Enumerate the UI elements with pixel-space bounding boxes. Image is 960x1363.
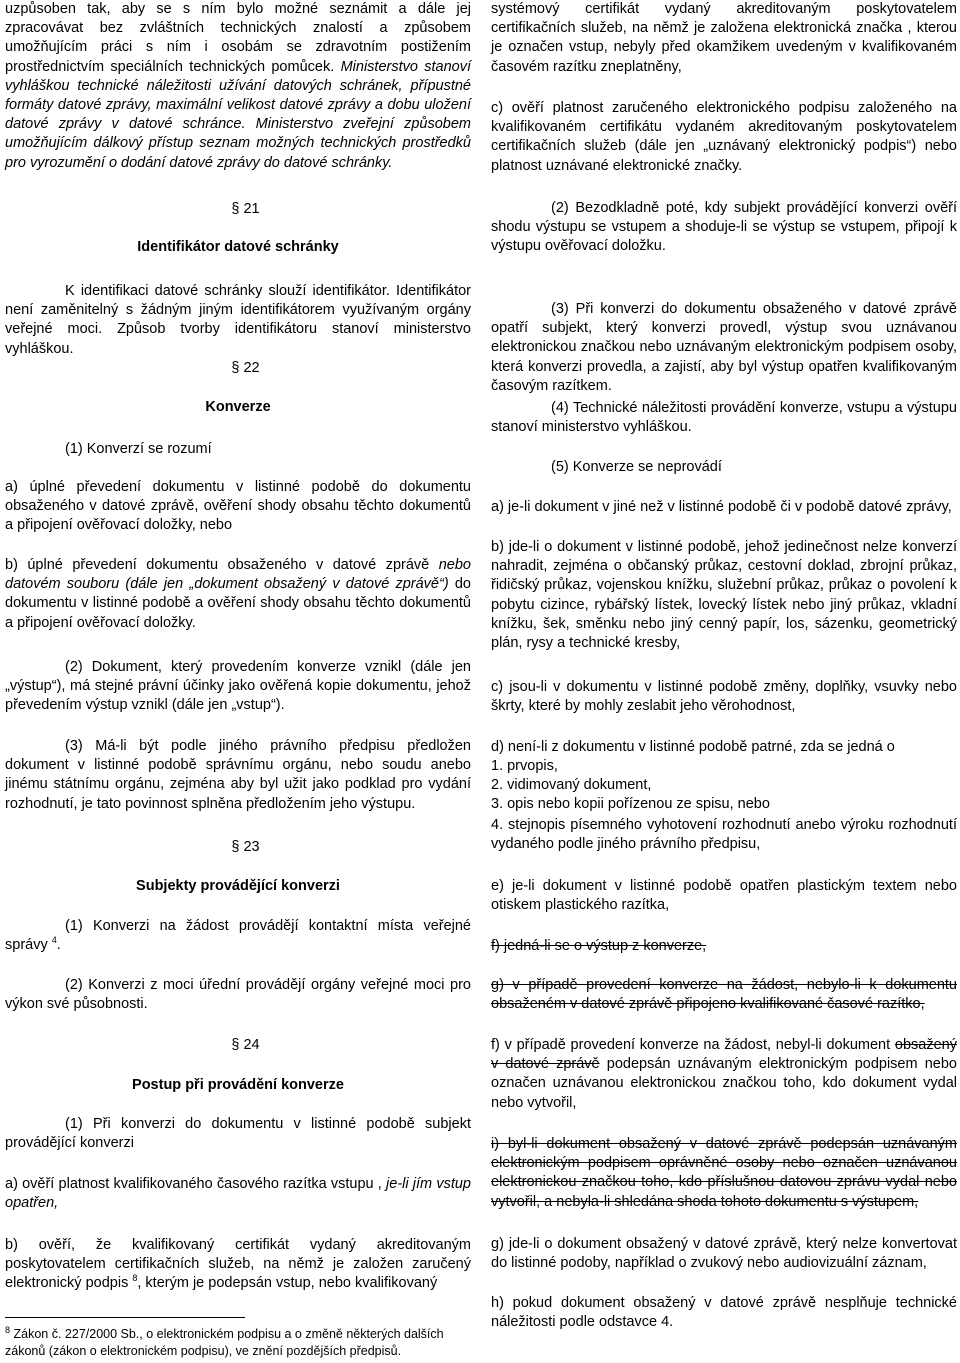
item-b-text: b) úplné převedení dokumentu obsaženého v datové zprávě — [5, 557, 430, 573]
paragraph-2: (2) Bezodkladně poté, kdy subjekt provádějící konverzi ověří shodu výstupu se vstupem a shoduje-li se výstup se vstupem, připojí k výstupu ověřovací doložku. — [491, 200, 957, 255]
section-21-text: K identifikaci datové schránky slouží identifikátor. Identifikátor není zaměnitelný s žádným jiným identifikátorem využívaným orgány veřejné moci. Způsob tvorby identifikátoru stanoví ministerstvo vyhláškou. — [5, 283, 471, 357]
exception-d-4: 4. stejnopis písemného vyhotovení rozhodnutí anebo výroku rozhodnutí vydaného podle jiného právního předpisu, — [491, 817, 957, 853]
exception-d-1: 1. prvopis, — [491, 758, 558, 774]
section-23-p1-text: (1) Konverzi na žádost provádějí kontaktní místa veřejné správy — [5, 918, 471, 954]
footnote-text: Zákon č. 227/2000 Sb., o elektronickém podpisu a o změně některých dalších zákonů (zákon o elektronickém podpisu), ve znění pozdějších předpisů. — [5, 1327, 444, 1358]
section-22-paragraph-1: (1) Konverzí se rozumí — [65, 441, 212, 457]
item-a-text: a) ověří platnost kvalifikovaného časového razítka vstupu , — [5, 1176, 382, 1192]
intro-italic-text: Ministerstvo stanoví vyhláškou technické náležitosti užívání datových schránek, přípustné formáty datové zprávy, maximální velikost datové zprávy a dobu uložení datové zprávy v datové schránce. Ministerstvo zveřejní způsobem umožňujícím dálkový přístup seznam možných technických prostředků pro vyrozumění o dodání datové zprávy do datové schránky. — [5, 58, 471, 171]
footnote-marker: 8 — [5, 1324, 11, 1335]
exception-f-text: f) v případě provedení konverze na žádost, nebyl-li dokument — [491, 1037, 891, 1053]
intro-paragraph — [5, 0, 471, 173]
section-22-item-b — [5, 556, 471, 633]
item-b-text: b) ověří, že kvalifikovaný certifikát vydaný akreditovaným poskytovatelem certifikačních služeb, na němž je založen zaručený elektronický podpis — [5, 1237, 471, 1292]
item-c-verify: c) ověří platnost zaručeného elektronického podpisu založeného na kvalifikovaném certifikátu vydaném akreditovaným poskytovatelem certifikačních služeb (dále jen „uznávaný elektronický podpis“) nebo platnost uznávané elektronické značky. — [491, 100, 957, 174]
exception-i-deleted: i) byl-li dokument obsažený v datové zprávě podepsán uznávaným elektronickým podpisem oprávněné osoby nebo označen uznávanou elektronickou značkou toho, kdo příslušnou datovou zprávu vydal nebo vytvořil, a nebyla-li shledána shoda tohoto dokumentu s výstupem, — [491, 1136, 957, 1210]
exception-f-deleted: f) jedná-li se o výstup z konverze, — [491, 938, 707, 954]
section-21-title: Identifikátor datové schránky — [137, 239, 339, 255]
section-22-number: § 22 — [231, 360, 260, 376]
exception-g-deleted: g) v případě provedení konverze na žádost, nebylo-li k dokumentu obsaženém v datové zprávě připojeno kvalifikované časové razítko, — [491, 977, 957, 1013]
exception-f-post-text: podepsán uznávaným elektronickým podpisem nebo označen uznávanou elektronickou značkou toho, kdo dokument vydal nebo vytvořil, — [491, 1056, 957, 1111]
paragraph-5: (5) Konverze se neprovádí — [551, 459, 722, 475]
continued-paragraph: systémový certifikát vydaný akreditovaným poskytovatelem certifikačních služeb, na němž je založena elektronická značka , kterou je označen vstup, nebyly před okamžikem uvedeným v kvalifikovaném časovém razítku zneplatněny, — [491, 1, 957, 75]
section-23-paragraph-2: (2) Konverzi z moci úřední provádějí orgány veřejné moci pro výkon své působnosti. — [5, 977, 471, 1013]
exception-h: h) pokud dokument obsažený v datové zprávě nesplňuje technické náležitosti podle odstavce 4. — [491, 1295, 957, 1331]
section-24-item-b — [5, 1236, 471, 1294]
section-23-paragraph-1: (1) Konverzi na žádost provádějí kontaktní místa veřejné správy $^4$. — [5, 918, 471, 954]
section-22-paragraph-3: (3) Má-li být podle jiného právního předpisu předložen dokument v listinné podobě správnímu orgánu, nebo soudu anebo jinému státnímu orgánu, zejména aby byl užit jako podklad pro vydání rozhodnutí, je tato povinnost splněna předložením jeho výstupu. — [5, 738, 471, 812]
section-23-number: § 23 — [231, 839, 260, 855]
exception-d-2: 2. vidimovaný dokument, — [491, 777, 652, 793]
exception-e: e) je-li dokument v listinné podobě opatřen plastickým textem nebo otiskem plastického razítka, — [491, 878, 957, 914]
section-22-paragraph-2: (2) Dokument, který provedením konverze vznikl (dále jen „výstup“), má stejné právní účinky jako ověřená kopie dokumentu, jehož převedením výstup vznikl (dále jen „vstup“). — [5, 659, 471, 714]
footnote-ref-4[interactable]: 4 — [51, 935, 57, 946]
section-24-number: § 24 — [231, 1037, 260, 1053]
item-b-post-text: , kterým je podepsán vstup, nebo kvalifikovaný — [137, 1275, 438, 1292]
exception-d: d) není-li z dokumentu v listinné podobě patrné, zda se jedná o — [491, 739, 895, 755]
exception-c: c) jsou-li v dokumentu v listinné podobě změny, doplňky, vsuvky nebo škrty, které by mohly zeslabit jeho věrohodnost, — [491, 679, 957, 715]
section-22-item-a: a) úplné převedení dokumentu v listinné podobě do dokumentu obsaženého v datové zprávě, ověření shody obsahu těchto dokumentů a připojení ověřovací doložky, nebo — [5, 479, 471, 534]
footnote-divider — [5, 1317, 245, 1318]
intro-text: uzpůsoben tak, aby se s ním bylo možné seznámit a dále jej zpracovávat bez zvláštních technických znalostí a způsobem umožňujícím práci s ním i osobám se zdravotním postižením prostřednictvím speciálních technických pomůcek. — [5, 1, 471, 75]
exception-g: g) jde-li o dokument obsažený v datové zprávě, který nelze konvertovat do listinné podoby, například o zvukový nebo audiovizuální záznam, — [491, 1236, 957, 1272]
section-24-title: Postup při provádění konverze — [132, 1077, 344, 1093]
footnote-ref-8[interactable]: 8 — [132, 1273, 138, 1284]
section-22-title: Konverze — [205, 399, 271, 415]
exception-f-deleted-text: obsažený v datové zprávě — [491, 1037, 957, 1073]
section-24-item-a — [5, 1175, 471, 1213]
footnote — [5, 1326, 465, 1360]
exception-b: b) jde-li o dokument v listinné podobě, jehož jedinečnost nelze konverzí nahradit, zejména o občanský průkaz, cestovní doklad, zbrojní průkaz, řidičský průkaz, vojenskou knížku, služební průkaz, průkaz o povolení k pobytu cizince, rybářský lístek, lovecký lístek nebo jiný průkaz, vkladní knížku, šek, směnku nebo jiný cenný papír, los, sázenku, geometrický plán, rysy a technické kresby, — [491, 539, 957, 652]
exception-a: a) je-li dokument v jiné než v listinné podobě či v podobě datové zprávy, — [491, 499, 952, 515]
section-24-paragraph-1: (1) Při konverzi do dokumentu v listinné podobě subjekt provádějící konverzi — [5, 1116, 471, 1152]
paragraph-3: (3) Při konverzi do dokumentu obsaženého v datové zprávě opatří subjekt, který konverzi provedl, výstup svou uznávanou elektronickou značkou nebo uznávaným elektronickým podpisem osoby, která konverzi provedla, a zajistí, aby byl výstup opatřen kvalifikovaným časovým razítkem. — [491, 301, 957, 394]
exception-f-amended — [491, 1036, 957, 1113]
paragraph-4: (4) Technické náležitosti provádění konverze, vstupu a výstupu stanoví ministerstvo vyhláškou. — [491, 400, 957, 436]
item-b-post-text: do dokumentu v listinné podobě a ověření shody obsahu těchto dokumentů a připojení ověřovací doložky. — [5, 576, 471, 631]
item-a-italic-text: je-li jím vstup opatřen, — [5, 1176, 471, 1212]
section-21-number: § 21 — [231, 201, 260, 217]
section-23-title: Subjekty provádějící konverzi — [136, 878, 340, 894]
item-b-italic-text: nebo datovém souboru (dále jen „dokument obsažený v datové zprávě“) — [5, 557, 471, 593]
exception-d-3: 3. opis nebo kopii pořízenou ze spisu, nebo — [491, 796, 770, 812]
